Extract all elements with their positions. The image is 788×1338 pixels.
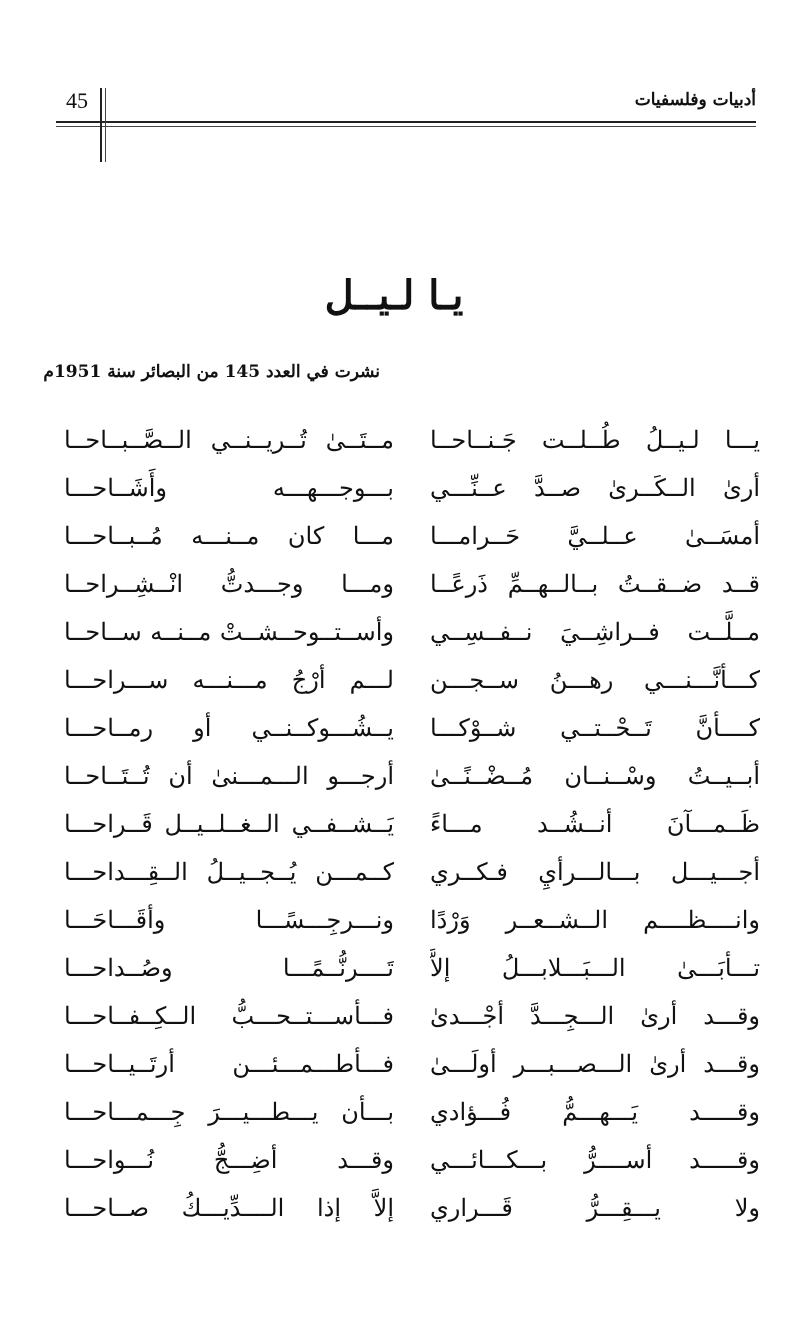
verse-second-hemistich: فـــأطـــمـــئـــن أرتَــيــاحـــا [64, 1050, 394, 1078]
verse-first-hemistich: تـــأبَـــىٰ الـــبَـــلابـــلُ إلاَّ [430, 954, 760, 982]
book-title: أدبيات وفلسفيات [634, 90, 756, 110]
verse-first-hemistich: وقـــد أرىٰ الـــجِـــدَّ أجْـــدىٰ [430, 1002, 760, 1030]
verse-row [0, 1042, 788, 1090]
verse-first-hemistich: قــد ضــقــتُ بــالــهــمِّ ذَرعًــا [430, 570, 760, 598]
verse-first-hemistich: وقـــــد أســــرُّ بـــكـــائـــي [430, 1146, 760, 1174]
verse-first-hemistich: أجـــيـــل بـــالـــرأيِ فـكــري [430, 858, 760, 886]
verse-first-hemistich: وقـــــد يَـــهـــمُّ فُـــؤادي [430, 1098, 760, 1126]
verse-row [0, 898, 788, 946]
verse-second-hemistich: يــشُـــوكــنــي أو رمــاحـــا [64, 714, 394, 742]
verse-row [0, 466, 788, 514]
verse-row [0, 754, 788, 802]
verse-second-hemistich: مـــا كان مــنـــه مُــبــاحـــا [64, 522, 394, 550]
verse-second-hemistich: وأســتــوحــشــتْ مــنــه ســاحــا [64, 618, 394, 646]
verse-row [0, 1186, 788, 1234]
verse-second-hemistich: بـــأن يـــطـــيـــرَ جِـــمـــاحـــا [64, 1098, 394, 1126]
poem-verses [0, 418, 788, 1234]
verse-first-hemistich: ولا يـــقِـــرُّ قَـــراري [430, 1194, 760, 1222]
verse-row [0, 514, 788, 562]
verse-row [0, 994, 788, 1042]
verse-first-hemistich: وقـــد أرىٰ الـــصـــبـــر أولَـــىٰ [430, 1050, 760, 1078]
verse-second-hemistich: لـــم أرْجُ مـــنـــه ســـراحـــا [64, 666, 394, 694]
header-rule [56, 121, 756, 123]
verse-row [0, 1138, 788, 1186]
verse-row [0, 562, 788, 610]
verse-row [0, 610, 788, 658]
verse-row [0, 658, 788, 706]
verse-second-hemistich: مــتَــىٰ تُــريــنــي الــصَّــبــاحــا [64, 426, 394, 454]
verse-second-hemistich: إلاَّ إذا الــــدِّيـــكُ صــاحـــا [64, 1194, 394, 1222]
verse-row [0, 802, 788, 850]
verse-first-hemistich: وانــــظــــم الــشــعــر وَرْدًا [430, 906, 760, 934]
verse-second-hemistich: يَــشــفــي الــغــلــيــل قَــراحـــا [64, 810, 394, 838]
verse-first-hemistich: كـــأنَّـــنـــي رهـــنُ ســجـــن [430, 666, 760, 694]
verse-first-hemistich: أبــيــتُ وسْــنــان مُــضْــنًــىٰ [430, 762, 760, 790]
verse-first-hemistich: أمسَــىٰ عــلــيَّ حَــرامـــا [430, 522, 760, 550]
running-header [0, 0, 788, 170]
verse-first-hemistich: مــلَّــت فــراشِــيَ نــفــسِــي [430, 618, 760, 646]
verse-first-hemistich: يـــا لـيــلُ طُــلــت جَـنــاحــا [430, 426, 760, 454]
verse-second-hemistich: أرجـــو الـــمـــنىٰ أن تُــتَــاحــا [64, 762, 394, 790]
verse-row [0, 1090, 788, 1138]
verse-second-hemistich: بـــوجـــهـــه وأَشَــاحـــا [64, 474, 394, 502]
verse-row [0, 706, 788, 754]
poem-title: يـا لـيــل [324, 272, 464, 319]
publication-note: نشرت في العدد 145 من البصائر سنة 1951م [43, 362, 380, 382]
verse-row [0, 418, 788, 466]
verse-first-hemistich: كــــأنَّ تَــحْــتــي شــوْكـــا [430, 714, 760, 742]
verse-row [0, 850, 788, 898]
page-number: 45 [66, 88, 88, 113]
verse-second-hemistich: تَــــرنُّــمًـــا وصُــداحـــا [64, 954, 394, 982]
verse-second-hemistich: ومـــا وجـــدتُّ انْــشِــراحــا [64, 570, 394, 598]
verse-first-hemistich: ظَــمـــآنَ أنــشُــد مـــاءً [430, 810, 760, 838]
verse-second-hemistich: كــمـــن يُــجــيــلُ الــقِـــداحـــا [64, 858, 394, 886]
header-rule-thin [56, 126, 756, 127]
header-vertical-rule [100, 88, 102, 162]
verse-first-hemistich: أرىٰ الــكَــرىٰ صــدَّ عــنِّـــي [430, 474, 760, 502]
header-vertical-rule-thin [105, 88, 106, 162]
verse-second-hemistich: وقـــد أضِـــجُّ نُـــواحـــا [64, 1146, 394, 1174]
verse-second-hemistich: فـــأســـتــحـــبُّ الــكِــفــاحـــا [64, 1002, 394, 1030]
verse-row [0, 946, 788, 994]
verse-second-hemistich: ونـــرجِـــسًـــا وأقَـــاحَـــا [64, 906, 394, 934]
